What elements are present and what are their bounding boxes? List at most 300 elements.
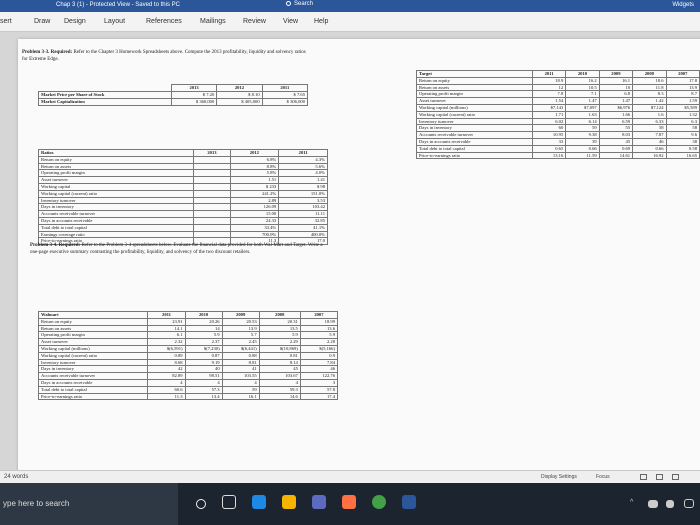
walmart-cell: 59.3 (259, 386, 300, 393)
walmart-row-label: Return on assets (39, 325, 148, 332)
ratios-cell: 3.53 (279, 197, 328, 204)
problem-3-4-heading: Problem 3-4. Required: (30, 243, 81, 248)
ratios-row-label: Asset turnover (39, 177, 194, 184)
walmart-cell: 8.81 (222, 359, 259, 366)
walmart-cell: 60.6 (148, 386, 185, 393)
target-cell: 1.71 (532, 111, 565, 118)
target-cell: 7.1 (566, 91, 599, 98)
ratios-row-label: Return on equity (39, 156, 194, 163)
target-row (417, 118, 700, 125)
walmart-cell: 14.6 (259, 393, 300, 400)
walmart-cell: 14 (185, 325, 222, 332)
target-cell: 0.66 (566, 145, 599, 152)
walmart-cell: 4 (222, 379, 259, 386)
target-cell: 8.03 (599, 132, 632, 139)
target-cell: 10.5 (566, 84, 599, 91)
walmart-cell: 13.5 (259, 325, 300, 332)
ratios-cell: 24.33 (230, 217, 279, 224)
target-cell: 0.65 (532, 145, 565, 152)
ratios-row (39, 231, 328, 238)
walmart-cell: 4 (185, 379, 222, 386)
market-cell: $ 306,000 (262, 99, 307, 106)
ratios-cell: 103.42 (279, 204, 328, 211)
extreme-edge-ratios-table (38, 149, 328, 245)
target-row-label: Working capital (current) ratio (417, 111, 533, 118)
walmart-ratios-table (38, 311, 338, 400)
ratios-cell: 2.89 (230, 197, 279, 204)
ratios-row (39, 190, 328, 197)
target-row-label: Total debt to total capital (417, 145, 533, 152)
walmart-cell: $(7,230) (185, 345, 222, 352)
target-cell: 1.42 (633, 98, 666, 105)
taskbar-search[interactable] (0, 483, 178, 525)
tab-help[interactable]: Help (314, 18, 329, 25)
target-cell: $7,097 (566, 104, 599, 111)
problem-3-3-heading: Problem 3-3. Required: (22, 50, 73, 55)
target-cell: 18.9 (532, 77, 565, 84)
walmart-cell: 2.37 (185, 339, 222, 346)
target-cell: 1.54 (532, 98, 565, 105)
target-cell: 6.59 (599, 118, 632, 125)
target-cell: 16.1 (599, 77, 632, 84)
problem-3-4-text (30, 242, 330, 256)
ratios-cell: 41.1% (279, 224, 328, 231)
ratios-row-label: Days in accounts receivable (39, 217, 194, 224)
target-cell: 13.16 (532, 152, 565, 159)
walmart-row-label: Operating profit margin (39, 332, 148, 339)
walmart-cell: 13.9 (222, 325, 259, 332)
target-cell: 9.6 (666, 132, 699, 139)
ratios-cell (194, 183, 230, 190)
target-cell: 12 (532, 84, 565, 91)
target-cell: 55 (599, 125, 632, 132)
walmart-row-label: Asset turnover (39, 339, 148, 346)
walmart-row (39, 332, 338, 339)
ratios-cell (194, 177, 230, 184)
walmart-row (39, 373, 338, 380)
walmart-cell: 46 (300, 366, 337, 373)
ratios-cell (194, 163, 230, 170)
target-cell: 1.63 (566, 111, 599, 118)
ratios-row-label: Operating profit margin (39, 170, 194, 177)
ratios-row (39, 177, 328, 184)
tab-layout[interactable]: Layout (104, 18, 126, 25)
target-cell: 6.33 (633, 118, 666, 125)
walmart-cell: 59 (222, 386, 259, 393)
walmart-cell: $(10,869) (259, 345, 300, 352)
target-ratios-table (416, 70, 700, 159)
network-icon[interactable] (648, 500, 658, 508)
target-cell: 39 (566, 138, 599, 145)
ratios-row (39, 204, 328, 211)
web-layout-icon[interactable] (672, 474, 679, 480)
walmart-cell: 18.99 (300, 318, 337, 325)
walmart-cell: 4 (259, 379, 300, 386)
target-row (417, 145, 700, 152)
ratios-cell: 11.3 (230, 238, 279, 245)
target-cell: 1.47 (599, 98, 632, 105)
task-view-icon[interactable] (222, 495, 236, 509)
target-year-header: 2007 (666, 71, 699, 78)
walmart-cell: 42 (148, 366, 185, 373)
target-cell: 7.87 (633, 132, 666, 139)
target-cell: 1.47 (566, 98, 599, 105)
target-row (417, 111, 700, 118)
walmart-row-label: Accounts receivable turnover (39, 373, 148, 380)
ratios-row-label: Total debt to total capital (39, 224, 194, 231)
market-year-2012: 2012 (217, 85, 262, 92)
target-cell: 45 (599, 138, 632, 145)
target-row (417, 84, 700, 91)
walmart-year-header: 2009 (222, 312, 259, 319)
ratios-cell (194, 170, 230, 177)
target-row (417, 104, 700, 111)
problem-3-3-text (22, 49, 312, 63)
ratios-year-header: 2013 (194, 150, 230, 157)
ratios-cell: 8.8% (230, 163, 279, 170)
focus-mode[interactable]: Focus (596, 474, 610, 480)
ratios-row-label: Return on assets (39, 163, 194, 170)
document-page[interactable] (18, 39, 700, 471)
walmart-cell: $(5,166) (300, 345, 337, 352)
ratios-cell (194, 197, 230, 204)
ratios-row (39, 217, 328, 224)
walmart-cell: 9.19 (185, 359, 222, 366)
market-row-label: Market Price per Share of Stock (39, 92, 172, 99)
walmart-cell: 103.55 (222, 373, 259, 380)
walmart-row-label: Working capital (current) ratio (39, 352, 148, 359)
ratios-cell: 17.0 (279, 238, 328, 245)
target-row-label: Operating profit margin (417, 91, 533, 98)
target-year-header: 2010 (566, 71, 599, 78)
walmart-row (39, 345, 338, 352)
walmart-cell: 0.81 (259, 352, 300, 359)
ratios-cell: 5.6% (279, 163, 328, 170)
ratios-row-label: Working capital (current) ratio (39, 190, 194, 197)
ratios-cell (194, 204, 230, 211)
word-icon[interactable] (402, 495, 416, 509)
ratios-cell: 15.00 (230, 211, 279, 218)
word-count[interactable]: 24 words (4, 474, 29, 480)
ratios-cell: $ 98 (279, 183, 328, 190)
target-cell: 7.8 (532, 91, 565, 98)
ratios-row-label: Inventory turnover (39, 197, 194, 204)
ratios-cell: 151.0% (279, 190, 328, 197)
status-bar (0, 470, 700, 483)
walmart-cell: 13.4 (185, 393, 222, 400)
windows-taskbar (0, 483, 700, 525)
tab-review[interactable]: Review (243, 18, 266, 25)
ratios-row (39, 211, 328, 218)
read-mode-icon[interactable] (640, 474, 647, 480)
ratios-cell (194, 231, 230, 238)
walmart-cell: 14.1 (148, 325, 185, 332)
tab-design[interactable]: Design (64, 18, 86, 25)
walmart-row-label: Days in accounts receivable (39, 379, 148, 386)
walmart-row-label: Working capital (millions) (39, 345, 148, 352)
target-cell: 14.61 (599, 152, 632, 159)
walmart-cell: 2.29 (259, 339, 300, 346)
target-cell: $6,976 (599, 104, 632, 111)
target-year-header: 2009 (599, 71, 632, 78)
walmart-cell: 20.26 (185, 318, 222, 325)
target-year-header: 2008 (633, 71, 666, 78)
walmart-year-header: 2007 (300, 312, 337, 319)
market-cell: $ 360,000 (171, 99, 216, 106)
ratios-row (39, 197, 328, 204)
target-cell: 6.14 (566, 118, 599, 125)
ratios-cell: 400.0% (279, 231, 328, 238)
ratios-year-header: 2012 (230, 150, 279, 157)
ratios-cell: $ 233 (230, 183, 279, 190)
volume-icon[interactable] (666, 500, 674, 508)
walmart-cell: 98.51 (185, 373, 222, 380)
target-cell: 38 (666, 138, 699, 145)
problem-3-3-body: Refer to the Chapter 3 Homework Spreadsheets above. Compute the 2013 profitability, liquidity and solvency ratios for Extreme Edge. (22, 50, 306, 62)
ratios-cell: 126.09 (230, 204, 279, 211)
target-cell: 1.6 (633, 111, 666, 118)
walmart-cell: 23.91 (148, 318, 185, 325)
search-label: Search (294, 1, 314, 7)
ratios-cell: 32.85 (279, 217, 328, 224)
target-row (417, 77, 700, 84)
target-cell: 16.65 (666, 152, 699, 159)
office-icon[interactable] (342, 495, 356, 509)
tab-mailings[interactable]: Mailings (200, 18, 226, 25)
tab-draw[interactable]: Draw (34, 18, 51, 25)
walmart-cell: 103.67 (259, 373, 300, 380)
walmart-cell: 8.68 (148, 359, 185, 366)
walmart-cell: 3 (300, 379, 337, 386)
target-cell: 16.92 (633, 152, 666, 159)
walmart-row (39, 352, 338, 359)
market-year-2011: 2011 (262, 85, 307, 92)
ratios-cell: 4.0% (279, 170, 328, 177)
target-cell: 0.58 (666, 145, 699, 152)
walmart-row (39, 325, 338, 332)
chrome-icon[interactable] (372, 495, 386, 509)
target-cell: 0.66 (633, 145, 666, 152)
tab-insert[interactable]: sert (0, 18, 12, 25)
target-cell: 11.59 (566, 152, 599, 159)
walmart-cell: 11.3 (148, 393, 185, 400)
ratios-cell: 1.51 (230, 177, 279, 184)
ratios-row-label: Price-to-earnings ratio (39, 238, 194, 245)
walmart-row (39, 393, 338, 400)
target-cell: 13.9 (666, 84, 699, 91)
walmart-cell: 2.28 (300, 339, 337, 346)
tab-view[interactable]: View (283, 18, 299, 25)
walmart-row-label: Return on equity (39, 318, 148, 325)
target-row-label: Return on assets (417, 84, 533, 91)
target-cell: 11.8 (633, 84, 666, 91)
target-cell: 60 (532, 125, 565, 132)
walmart-row-label: Days in inventory (39, 366, 148, 373)
ratios-row-label: Accounts receivable turnover (39, 211, 194, 218)
walmart-cell: 5.9 (300, 332, 337, 339)
walmart-cell: 20.31 (259, 318, 300, 325)
walmart-cell: 40 (185, 366, 222, 373)
ratios-cell: 6.8% (230, 156, 279, 163)
ratios-row-label: Days in inventory (39, 204, 194, 211)
ratios-cell: 241.2% (230, 190, 279, 197)
notifications-icon[interactable] (684, 499, 694, 508)
target-cell: 9.38 (566, 132, 599, 139)
target-cell: 10.95 (532, 132, 565, 139)
target-row-label: Asset turnover (417, 98, 533, 105)
display-settings[interactable]: Display Settings (541, 474, 577, 480)
ratios-year-header: 2011 (279, 150, 328, 157)
walmart-title: Walmart (39, 312, 148, 319)
target-row (417, 98, 700, 105)
walmart-row (39, 386, 338, 393)
walmart-cell: $(6,591) (148, 345, 185, 352)
target-cell: 59 (566, 125, 599, 132)
walmart-cell: 5.7 (222, 332, 259, 339)
ratios-row (39, 170, 328, 177)
target-cell: 6.02 (532, 118, 565, 125)
target-cell: 58 (633, 125, 666, 132)
target-row (417, 138, 700, 145)
tab-references[interactable]: References (146, 18, 182, 25)
ratios-row (39, 224, 328, 231)
walmart-row (39, 379, 338, 386)
walmart-row-label: Inventory turnover (39, 359, 148, 366)
document-canvas[interactable] (0, 33, 700, 470)
target-row-label: Working capital (millions) (417, 104, 533, 111)
walmart-year-header: 2008 (259, 312, 300, 319)
ribbon-tabs (0, 12, 700, 32)
market-cell: $ 7.20 (171, 92, 216, 99)
print-layout-icon[interactable] (656, 474, 663, 480)
target-row-label: Return on equity (417, 77, 533, 84)
walmart-row (39, 359, 338, 366)
ratios-cell (194, 156, 230, 163)
search-icon (286, 1, 291, 6)
walmart-cell: 7.84 (300, 359, 337, 366)
market-cell: $ 405,000 (217, 99, 262, 106)
target-row (417, 132, 700, 139)
walmart-cell: 17.4 (300, 393, 337, 400)
walmart-cell: 0.9 (300, 352, 337, 359)
tray-chevron-icon[interactable]: ^ (630, 499, 634, 506)
ratios-cell (194, 224, 230, 231)
walmart-cell: 5.9 (185, 332, 222, 339)
ratios-row (39, 163, 328, 170)
target-year-header: 2011 (532, 71, 565, 78)
account-name[interactable]: Widgets (672, 2, 694, 8)
walmart-cell: 57.3 (185, 386, 222, 393)
target-cell: 0.69 (599, 145, 632, 152)
walmart-row (39, 366, 338, 373)
target-title: Target (417, 71, 533, 78)
ratios-cell: 1.41 (279, 177, 328, 184)
ratios-title: Ratios (39, 150, 194, 157)
target-cell: $7,143 (532, 104, 565, 111)
walmart-cell: 45 (259, 366, 300, 373)
walmart-cell: 0.88 (222, 352, 259, 359)
walmart-cell: 57.8 (300, 386, 337, 393)
target-cell: 1.59 (666, 98, 699, 105)
ratios-row (39, 183, 328, 190)
ratios-cell: 33.4% (230, 224, 279, 231)
market-price-table (38, 84, 308, 106)
walmart-cell: 2.45 (222, 339, 259, 346)
target-row (417, 91, 700, 98)
walmart-row (39, 339, 338, 346)
walmart-year-header: 2010 (185, 312, 222, 319)
market-corner (39, 85, 172, 92)
walmart-cell: 6.1 (148, 332, 185, 339)
walmart-cell: 0.89 (148, 352, 185, 359)
target-cell: 6.3 (666, 118, 699, 125)
target-cell: $5,589 (666, 104, 699, 111)
walmart-cell: 122.76 (300, 373, 337, 380)
ratios-cell: 11.11 (279, 211, 328, 218)
target-cell: 1.66 (599, 111, 632, 118)
ratios-cell (194, 217, 230, 224)
walmart-cell: 20.53 (222, 318, 259, 325)
target-cell: $7,124 (633, 104, 666, 111)
target-row (417, 152, 700, 159)
ratios-cell (194, 211, 230, 218)
cortana-icon[interactable] (196, 499, 206, 509)
problem-3-4-body: Refer to the Problem 3-4 spreadsheets below. Evaluate the financial data provided for both Wal-Mart and Target. Write a one-page executive summary contrasting the profitability, liquidity, and solvency of the two discount retailers. (30, 243, 323, 255)
walmart-cell: 41 (222, 366, 259, 373)
target-cell: 6.8 (599, 91, 632, 98)
target-cell: 33 (532, 138, 565, 145)
ratios-cell: 4.3% (279, 156, 328, 163)
ratios-row (39, 156, 328, 163)
ratios-cell: 700.0% (230, 231, 279, 238)
target-cell: 17.8 (666, 77, 699, 84)
walmart-cell: 2.32 (148, 339, 185, 346)
ratios-cell (194, 190, 230, 197)
title-bar (0, 0, 700, 12)
target-row-label: Inventory turnover (417, 118, 533, 125)
ratios-row-label: Earnings coverage ratio (39, 231, 194, 238)
target-row-label: Days in accounts receivable (417, 138, 533, 145)
walmart-cell: 16.1 (222, 393, 259, 400)
target-cell: 16.2 (566, 77, 599, 84)
taskbar-search-input[interactable]: ype here to search (3, 499, 70, 508)
market-cell: $ 8.10 (217, 92, 262, 99)
store-icon[interactable] (312, 495, 326, 509)
walmart-row (39, 318, 338, 325)
walmart-cell: $(6,441) (222, 345, 259, 352)
walmart-year-header: 2011 (148, 312, 185, 319)
target-cell: 1.32 (666, 111, 699, 118)
target-row-label: Accounts receivable turnover (417, 132, 533, 139)
target-cell: 46 (633, 138, 666, 145)
window-title: Chap 3 (1) - Protected View - Saved to this PC (56, 2, 180, 8)
walmart-cell: 0.87 (185, 352, 222, 359)
edge-icon[interactable] (252, 495, 266, 509)
target-row (417, 125, 700, 132)
file-explorer-icon[interactable] (282, 495, 296, 509)
ratios-cell: 5.8% (230, 170, 279, 177)
target-cell: 58 (666, 125, 699, 132)
walmart-row-label: Total debt to total capital (39, 386, 148, 393)
walmart-cell: 8.14 (259, 359, 300, 366)
target-cell: 18.6 (633, 77, 666, 84)
walmart-row-label: Price-to-earnings ratio (39, 393, 148, 400)
walmart-cell: 13.6 (300, 325, 337, 332)
target-row-label: Days in inventory (417, 125, 533, 132)
search-box[interactable] (286, 1, 356, 11)
market-year-2013: 2013 (171, 85, 216, 92)
market-cell: $ 7.65 (262, 92, 307, 99)
